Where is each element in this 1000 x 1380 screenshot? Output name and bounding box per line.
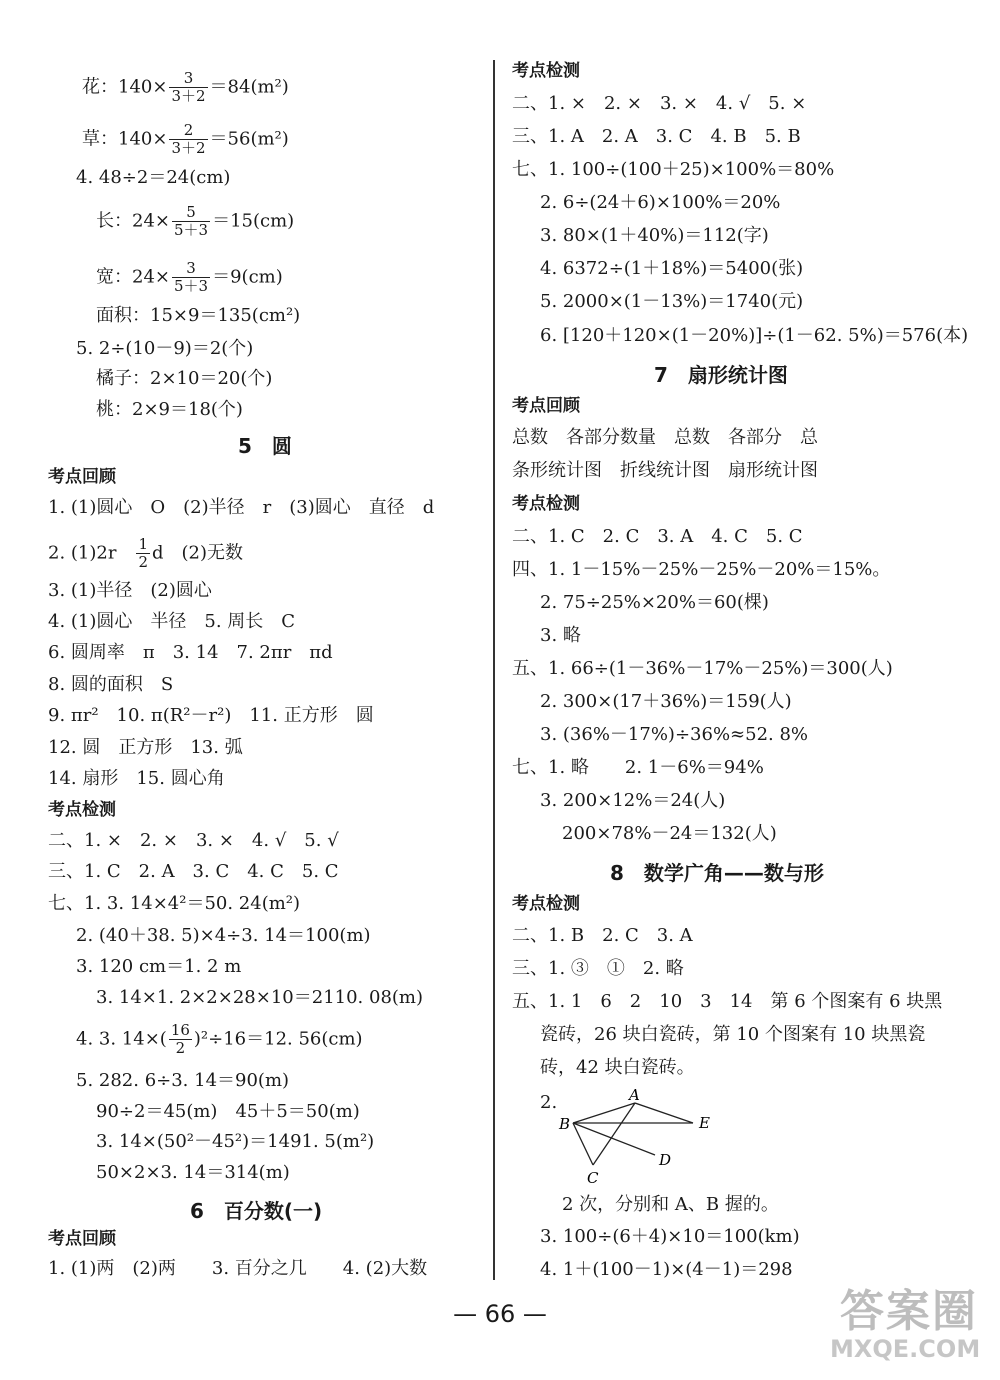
section-heading: 考点回顾	[48, 467, 116, 487]
fraction: $\frac{1}{2}$	[138, 535, 148, 571]
handshake-diagram	[555, 1085, 725, 1190]
page-number: — 66 —	[453, 1300, 547, 1328]
point-d-label: D	[659, 1151, 672, 1169]
answer-line: 总数 各部分数量 总数 各部分 总	[512, 427, 818, 448]
answer-line: 50×2×3. 14＝314(m)	[96, 1162, 290, 1183]
answer-line: 14. 扇形 15. 圆心角	[48, 768, 225, 789]
answer-line: 瓷砖，26 块白瓷砖，第 10 个图案有 10 块黑瓷	[540, 1024, 926, 1045]
watermark-url: MXQE.COM	[830, 1335, 981, 1363]
section-heading: 考点检测	[512, 61, 580, 81]
fraction: $\frac{3}{3+2}$	[171, 69, 206, 105]
answer-line: 3. 80×(1＋40%)＝112(字)	[540, 225, 769, 246]
point-e-label: E	[699, 1114, 710, 1132]
fraction: $\frac{5}{5+3}$	[174, 203, 209, 239]
answer-line: 2. (40＋38. 5)×4÷3. 14＝100(m)	[76, 925, 371, 946]
fraction: $\frac{2}{3+2}$	[171, 121, 206, 157]
section-heading: 考点回顾	[48, 1229, 116, 1249]
column-divider	[493, 60, 495, 1280]
answer-line: 条形统计图 折线统计图 扇形统计图	[512, 460, 818, 481]
answer-line: 橘子：2×10＝20(个)	[96, 368, 273, 389]
answer-line: 3. 14×(50²－45²)＝1491. 5(m²)	[96, 1131, 375, 1152]
text: ＝84(m²)	[209, 76, 289, 98]
segment-ba	[573, 1103, 635, 1123]
segment-ae	[635, 1103, 693, 1123]
answer-line: 12. 圆 正方形 13. 弧	[48, 737, 243, 758]
answer-line: 4. 3. 14×( $\frac{16}{2}$ )²÷16＝12. 56(cm)	[76, 1021, 363, 1057]
watermark	[830, 1275, 995, 1375]
answer-line: 4. 6372÷(1＋18%)＝5400(张)	[540, 258, 804, 279]
chapter-title: 5 圆	[238, 434, 292, 458]
answer-line: 2. 300×(17＋36%)＝159(人)	[540, 691, 792, 712]
segment-ac	[593, 1103, 635, 1165]
answer-line: 三、1. C 2. A 3. C 4. C 5. C	[48, 861, 339, 882]
answer-line: 四、1. 1－15%－25%－25%－20%＝15%。	[512, 559, 891, 580]
fraction: $\frac{3}{5+3}$	[174, 259, 209, 295]
answer-line: 5. 282. 6÷3. 14＝90(m)	[76, 1070, 290, 1091]
answer-line: 3. (36%－17%)÷36%≈52. 8%	[540, 724, 809, 745]
answer-line: 8. 圆的面积 S	[48, 674, 174, 695]
answer-line: 2.	[540, 1092, 558, 1113]
answer-line: 二、1. B 2. C 3. A	[512, 925, 693, 946]
text: 花：140×	[82, 76, 168, 98]
answer-line: 5. 2÷(10－9)＝2(个)	[76, 338, 254, 359]
answer-line: 二、1. × 2. × 3. × 4. √ 5. ×	[512, 93, 807, 114]
chapter-title: 6 百分数(一)	[190, 1199, 323, 1223]
answer-line: 6. [120＋120×(1－20%)]÷(1－62. 5%)＝576(本)	[540, 325, 969, 346]
fraction: $\frac{16}{2}$	[170, 1021, 190, 1057]
flower-line	[82, 70, 289, 105]
section-heading: 考点检测	[512, 494, 580, 514]
answer-line: 三、1. ③ ① 2. 略	[512, 958, 684, 979]
section-heading: 考点检测	[512, 894, 580, 914]
answer-line: 二、1. × 2. × 3. × 4. √ 5. √	[48, 830, 339, 851]
point-a-label: A	[629, 1086, 640, 1104]
answer-line: 3. 200×12%＝24(人)	[540, 790, 726, 811]
answer-line: 200×78%－24＝132(人)	[562, 823, 777, 844]
answer-line: 3. 略	[540, 625, 581, 646]
answer-line: 五、1. 1 6 2 10 3 14 第 6 个图案有 6 块黑	[512, 991, 943, 1012]
answer-line: 4. (1)圆心 半径 5. 周长 C	[48, 611, 296, 632]
watermark-text: 答案圈	[840, 1286, 978, 1337]
grass-line: 草：140× $\frac{2}{3+2}$ ＝56(m²)	[82, 121, 289, 157]
chapter-title: 8 数学广角——数与形	[610, 861, 824, 885]
answer-line: 4. 48÷2＝24(cm)	[76, 167, 231, 188]
answer-line: 二、1. C 2. C 3. A 4. C 5. C	[512, 526, 803, 547]
section-heading: 考点检测	[48, 800, 116, 820]
answer-line: 3. 120 cm＝1. 2 m	[76, 956, 242, 977]
answer-line: 1. (1)圆心 O (2)半径 r (3)圆心 直径 d	[48, 497, 435, 518]
answer-line: 七、1. 略 2. 1－6%＝94%	[512, 757, 764, 778]
answer-line: 五、1. 66÷(1－36%－17%－25%)＝300(人)	[512, 658, 893, 679]
answer-line: 9. πr² 10. π(R²－r²) 11. 正方形 圆	[48, 705, 374, 726]
answer-line: 6. 圆周率 π 3. 14 7. 2πr πd	[48, 642, 333, 663]
answer-line: 面积：15×9＝135(cm²)	[96, 305, 301, 326]
answer-line: 桃：2×9＝18(个)	[96, 399, 243, 420]
length-line: 长：24× $\frac{5}{5+3}$ ＝15(cm)	[96, 203, 295, 239]
answer-line: 3. 14×1. 2×2×28×10＝2110. 08(m)	[96, 987, 424, 1008]
answer-line: 1. (1)两 (2)两 3. 百分之几 4. (2)大数	[48, 1258, 428, 1279]
answer-line: 3. (1)半径 (2)圆心	[48, 580, 212, 601]
answer-line: 3. 100÷(6＋4)×10＝100(km)	[540, 1226, 800, 1247]
answer-line: 2. 6÷(24＋6)×100%＝20%	[540, 192, 781, 213]
answer-line: 90÷2＝45(m) 45＋5＝50(m)	[96, 1101, 360, 1122]
answer-line: 三、1. A 2. A 3. C 4. B 5. B	[512, 126, 801, 147]
answer-line: 七、1. 3. 14×4²＝50. 24(m²)	[48, 893, 301, 914]
answer-line: 5. 2000×(1－13%)＝1740(元)	[540, 291, 804, 312]
width-line: 宽：24× $\frac{3}{5+3}$ ＝9(cm)	[96, 259, 283, 295]
answer-line: 砖，42 块白瓷砖。	[540, 1057, 695, 1078]
chapter-title: 7 扇形统计图	[654, 363, 788, 387]
answer-line: 七、1. 100÷(100＋25)×100%＝80%	[512, 159, 835, 180]
section-heading: 考点回顾	[512, 396, 580, 416]
answer-line: 2. (1)2r $\frac{1}{2}$ d (2)无数	[48, 535, 244, 571]
point-c-label: C	[587, 1169, 599, 1187]
answer-line: 2 次，分别和 A、B 握的。	[562, 1194, 779, 1215]
answer-line: 4. 1＋(100－1)×(4－1)＝298	[540, 1259, 793, 1280]
answer-line: 2. 75÷25%×20%＝60(棵)	[540, 592, 769, 613]
point-b-label: B	[559, 1115, 571, 1133]
